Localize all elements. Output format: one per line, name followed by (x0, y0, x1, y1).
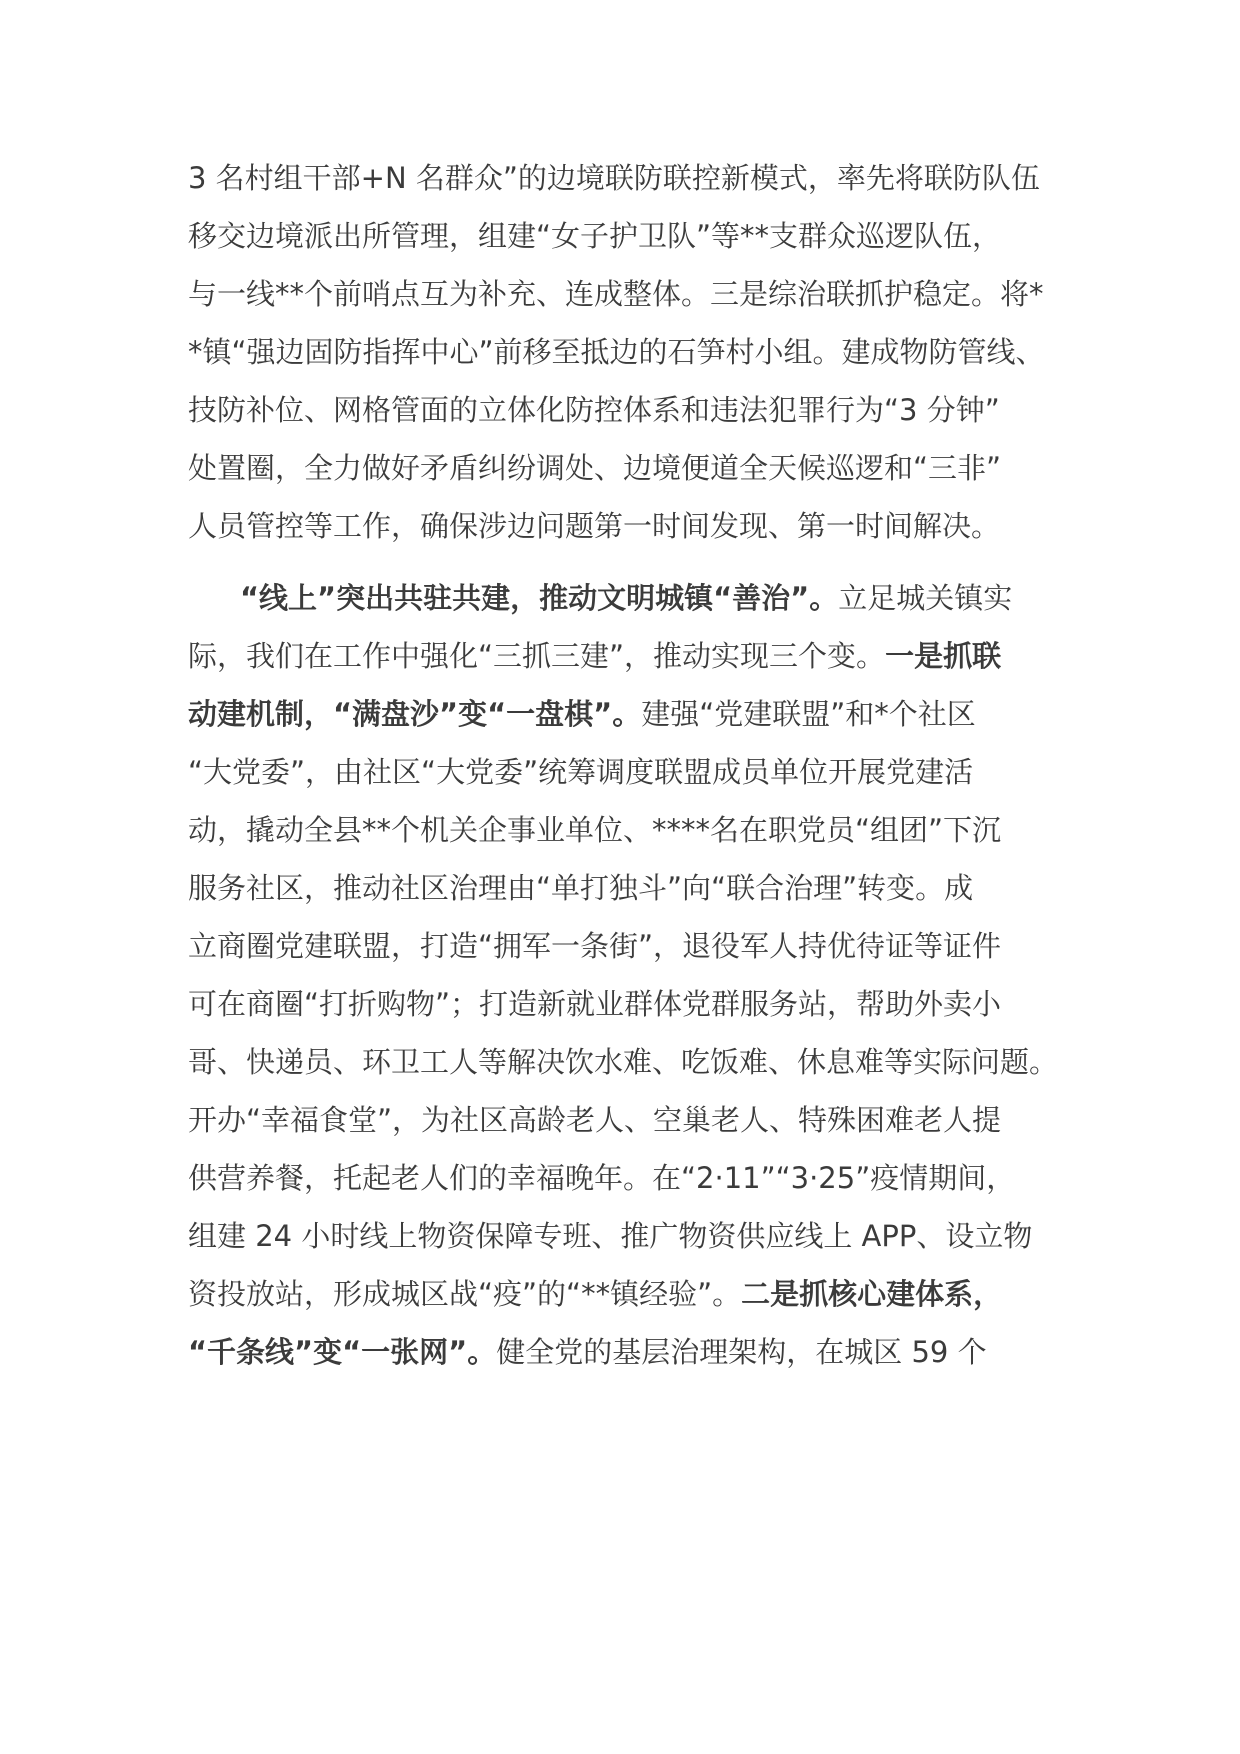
paragraph-line: 处置圈，全力做好矛盾纠纷调处、边境便道全天候巡逻和“三非” (188, 451, 1002, 485)
paragraph-line (188, 636, 1001, 676)
paragraph-line: 3 名村组干部+N 名群众”的边境联防联控新模式，率先将联防队伍 (188, 161, 1040, 195)
paragraph-line: 立商圈党建联盟，打造“拥军一条街”，退役军人持优待证等证件 (188, 929, 1002, 963)
paragraph-line: 动，撬动全县**个机关企事业单位、****名在职党员“组团”下沉 (188, 813, 1002, 847)
inline-text: 健全党的基层治理架构，在城区 59 个 (496, 1335, 987, 1369)
paragraph-line (240, 578, 1012, 618)
paragraph-line: 服务社区，推动社区治理由“单打独斗”向“联合治理”转变。成 (188, 871, 974, 905)
inline-text: 资投放站，形成城区战“疫”的“**镇经验”。 (188, 1277, 742, 1311)
paragraph-line (188, 1332, 987, 1372)
paragraph-line: 开办“幸福食堂”，为社区高龄老人、空巢老人、特殊困难老人提 (188, 1103, 1002, 1137)
point-heading: 动建机制，“满盘沙”变“一盘棋”。 (188, 697, 642, 731)
inline-text: 际，我们在工作中强化“三抓三建”，推动实现三个变。 (188, 639, 886, 673)
paragraph-line (188, 1274, 1002, 1314)
inline-text: 立足城关镇实 (838, 581, 1013, 615)
paragraph-line: 与一线**个前哨点互为补充、连成整体。三是综治联抓护稳定。将* (188, 277, 1044, 311)
section-heading: “线上”突出共驻共建，推动文明城镇“善治”。 (240, 581, 839, 615)
paragraph-line: “大党委”，由社区“大党委”统筹调度联盟成员单位开展党建活 (188, 755, 974, 789)
paragraph-line: 哥、快递员、环卫工人等解决饮水难、吃饭难、休息难等实际问题。 (188, 1045, 1059, 1079)
point-heading: 二是抓核心建体系， (741, 1277, 1003, 1311)
paragraph-line: 组建 24 小时线上物资保障专班、推广物资供应线上 APP、设立物 (188, 1219, 1033, 1253)
paragraph-line: 可在商圈“打折购物”；打造新就业群体党群服务站，帮助外卖小 (188, 987, 1002, 1021)
paragraph-line: 供营养餐，托起老人们的幸福晚年。在“2·11”“3·25”疫情期间， (188, 1161, 1016, 1195)
paragraph-line: 移交边境派出所管理，组建“女子护卫队”等**支群众巡逻队伍， (188, 219, 1002, 253)
paragraph-line: 技防补位、网格管面的立体化防控体系和违法犯罪行为“3 分钟” (188, 393, 1000, 427)
point-heading: 一是抓联 (885, 639, 1002, 673)
paragraph-line: 人员管控等工作，确保涉边问题第一时间发现、第一时间解决。 (188, 509, 1001, 543)
inline-text: 建强“党建联盟”和*个社区 (641, 697, 976, 731)
paragraph-line: *镇“强边固防指挥中心”前移至抵边的石笋村小组。建成物防管线、 (188, 335, 1045, 369)
point-heading: “千条线”变“一张网”。 (188, 1335, 497, 1369)
paragraph-line (188, 694, 976, 734)
